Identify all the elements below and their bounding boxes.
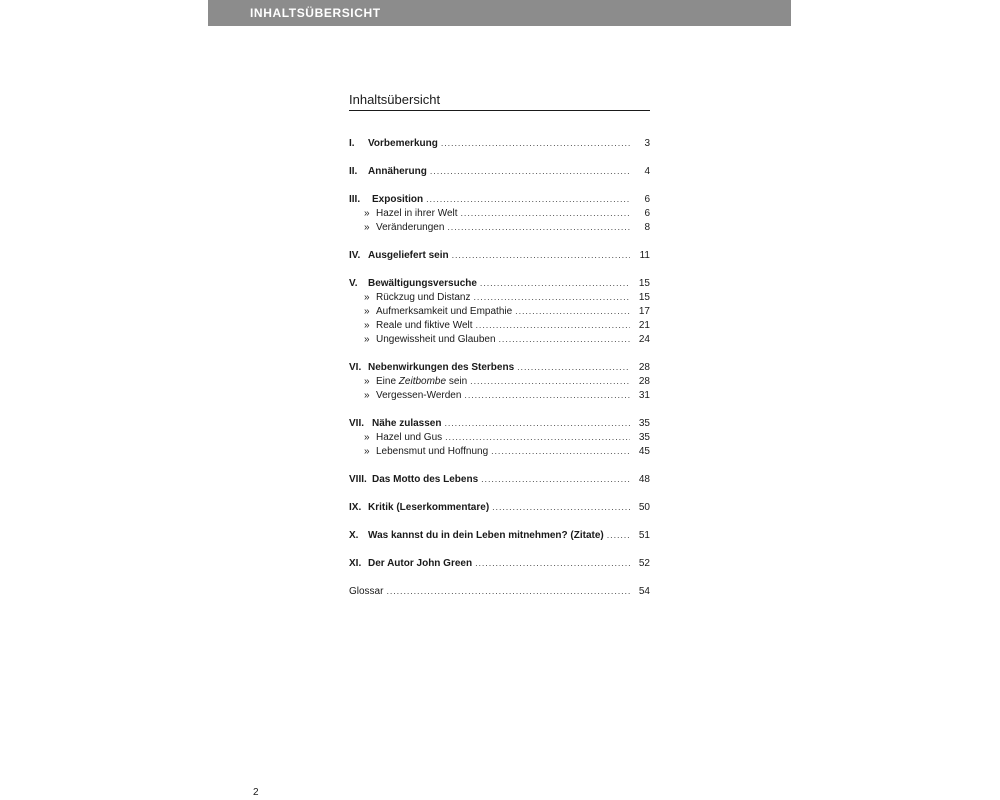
toc-section bbox=[349, 584, 650, 598]
toc-subentry-title: Eine Zeitbombe sein bbox=[376, 376, 468, 387]
toc-entry-title: Glossar bbox=[349, 586, 384, 597]
toc-entry-title: Kritik (Leserkommentare) bbox=[368, 502, 490, 513]
dot-leader bbox=[441, 136, 630, 151]
dot-leader bbox=[386, 584, 630, 599]
toc-entry-title: Was kannst du in dein Leben mitnehmen? (Zitate) bbox=[368, 530, 604, 541]
toc-subentry-title: Reale und fiktive Welt bbox=[376, 320, 473, 331]
toc-subentry-page: 6 bbox=[644, 208, 650, 219]
toc-entry bbox=[349, 528, 650, 542]
bullet-icon: » bbox=[364, 208, 370, 219]
toc-entry-number: III. bbox=[349, 194, 361, 205]
toc-entry bbox=[349, 556, 650, 570]
bullet-icon: » bbox=[364, 292, 370, 303]
dot-leader bbox=[430, 164, 630, 179]
bullet-icon: » bbox=[364, 432, 370, 443]
dot-leader bbox=[499, 332, 630, 347]
dot-leader bbox=[447, 220, 630, 235]
toc-section bbox=[349, 248, 650, 262]
toc-entry bbox=[349, 192, 650, 206]
toc-subentry bbox=[349, 290, 650, 304]
toc-subentry bbox=[349, 430, 650, 444]
toc-entry-number: II. bbox=[349, 166, 358, 177]
dot-leader bbox=[481, 472, 630, 487]
toc-entry-number: V. bbox=[349, 278, 358, 289]
toc-entry-title: Vorbemerkung bbox=[368, 138, 438, 149]
toc-entry-title: Ausgeliefert sein bbox=[368, 250, 449, 261]
toc-subentry-title: Aufmerksamkeit und Empathie bbox=[376, 306, 513, 317]
dot-leader bbox=[452, 248, 630, 263]
toc-subentry-page: 28 bbox=[638, 376, 650, 387]
dot-leader bbox=[480, 276, 630, 291]
toc-subentry-page: 45 bbox=[638, 446, 650, 457]
dot-leader bbox=[445, 430, 630, 445]
toc-entry bbox=[349, 500, 650, 514]
toc-entry-page: 50 bbox=[638, 502, 650, 513]
toc-entry-title: Bewältigungsversuche bbox=[368, 278, 477, 289]
toc-section bbox=[349, 472, 650, 486]
bullet-icon: » bbox=[364, 390, 370, 401]
toc-subentry-title: Vergessen-Werden bbox=[376, 390, 462, 401]
dot-leader bbox=[475, 556, 630, 571]
toc-section bbox=[349, 360, 650, 402]
page-number: 2 bbox=[253, 787, 259, 798]
toc-entry-page: 15 bbox=[638, 278, 650, 289]
toc-entry-page: 54 bbox=[638, 586, 650, 597]
toc-entry-title: Exposition bbox=[372, 194, 424, 205]
toc-section bbox=[349, 192, 650, 234]
dot-leader bbox=[444, 416, 630, 431]
toc-subentry bbox=[349, 220, 650, 234]
toc-subentry-page: 24 bbox=[638, 334, 650, 345]
toc-entry bbox=[349, 248, 650, 262]
toc-subentry-title: Rückzug und Distanz bbox=[376, 292, 471, 303]
toc-subentry-title: Veränderungen bbox=[376, 222, 445, 233]
toc-subentry bbox=[349, 332, 650, 346]
dot-leader bbox=[426, 192, 630, 207]
toc-entry-number: IX. bbox=[349, 502, 362, 513]
toc-entry-page: 51 bbox=[638, 530, 650, 541]
toc-entry bbox=[349, 416, 650, 430]
toc-entry bbox=[349, 584, 650, 598]
running-header bbox=[208, 0, 791, 26]
dot-leader bbox=[607, 528, 630, 543]
toc-entry-title: Der Autor John Green bbox=[368, 558, 473, 569]
toc-section bbox=[349, 164, 650, 178]
toc-entry-page: 11 bbox=[639, 250, 650, 261]
toc-section bbox=[349, 500, 650, 514]
dot-leader bbox=[476, 318, 630, 333]
toc-entry-page: 6 bbox=[644, 194, 650, 205]
dot-leader bbox=[492, 500, 630, 515]
toc-heading: Inhaltsübersicht bbox=[349, 92, 650, 111]
toc-entry-title: Annäherung bbox=[368, 166, 427, 177]
toc-section bbox=[349, 276, 650, 346]
dot-leader bbox=[491, 444, 630, 459]
toc-subentry-title: Ungewissheit und Glauben bbox=[376, 334, 496, 345]
toc-subentry-page: 15 bbox=[638, 292, 650, 303]
toc-subentry bbox=[349, 206, 650, 220]
toc-subentry-page: 35 bbox=[638, 432, 650, 443]
toc-entry-page: 52 bbox=[638, 558, 650, 569]
toc-subentry-page: 21 bbox=[638, 320, 650, 331]
bullet-icon: » bbox=[364, 222, 370, 233]
toc-subentry-page: 31 bbox=[638, 390, 650, 401]
toc-entry-title: Das Motto des Lebens bbox=[372, 474, 479, 485]
dot-leader bbox=[470, 374, 630, 389]
dot-leader bbox=[461, 206, 630, 221]
toc-subentry bbox=[349, 318, 650, 332]
toc-entry-title: Nähe zulassen bbox=[372, 418, 442, 429]
dot-leader bbox=[517, 360, 630, 375]
toc-section bbox=[349, 136, 650, 150]
bullet-icon: » bbox=[364, 334, 370, 345]
toc-entry-number: VII. bbox=[349, 418, 365, 429]
toc-section bbox=[349, 556, 650, 570]
toc-subentry bbox=[349, 444, 650, 458]
toc-entry-page: 3 bbox=[644, 138, 650, 149]
toc-entry-number: IV. bbox=[349, 250, 361, 261]
toc-entry-number: XI. bbox=[349, 558, 362, 569]
dot-leader bbox=[474, 290, 631, 305]
bullet-icon: » bbox=[364, 306, 370, 317]
toc-entry bbox=[349, 360, 650, 374]
toc-entry bbox=[349, 276, 650, 290]
toc-subentry-title: Hazel in ihrer Welt bbox=[376, 208, 458, 219]
toc-section bbox=[349, 416, 650, 458]
toc-subentry bbox=[349, 374, 650, 388]
toc-entry-title: Nebenwirkungen des Sterbens bbox=[368, 362, 515, 373]
toc-entry-page: 4 bbox=[644, 166, 650, 177]
toc-subentry bbox=[349, 388, 650, 402]
toc-entry-number: X. bbox=[349, 530, 359, 541]
running-header-title: INHALTSÜBERSICHT bbox=[250, 6, 381, 20]
toc-entry-page: 35 bbox=[638, 418, 650, 429]
table-of-contents bbox=[349, 92, 650, 612]
toc-list bbox=[349, 136, 650, 598]
bullet-icon: » bbox=[364, 376, 370, 387]
toc-subentry-page: 17 bbox=[638, 306, 650, 317]
toc-section bbox=[349, 528, 650, 542]
toc-subentry-title: Lebensmut und Hoffnung bbox=[376, 446, 489, 457]
toc-subentry bbox=[349, 304, 650, 318]
toc-entry-page: 28 bbox=[638, 362, 650, 373]
toc-entry-number: VIII. bbox=[349, 474, 367, 485]
toc-subentry-title: Hazel und Gus bbox=[376, 432, 443, 443]
bullet-icon: » bbox=[364, 446, 370, 457]
toc-entry-number: I. bbox=[349, 138, 355, 149]
toc-entry-number: VI. bbox=[349, 362, 362, 373]
toc-entry bbox=[349, 164, 650, 178]
toc-entry bbox=[349, 472, 650, 486]
toc-subentry-page: 8 bbox=[644, 222, 650, 233]
toc-entry bbox=[349, 136, 650, 150]
toc-entry-page: 48 bbox=[638, 474, 650, 485]
dot-leader bbox=[515, 304, 630, 319]
bullet-icon: » bbox=[364, 320, 370, 331]
dot-leader bbox=[464, 388, 630, 403]
